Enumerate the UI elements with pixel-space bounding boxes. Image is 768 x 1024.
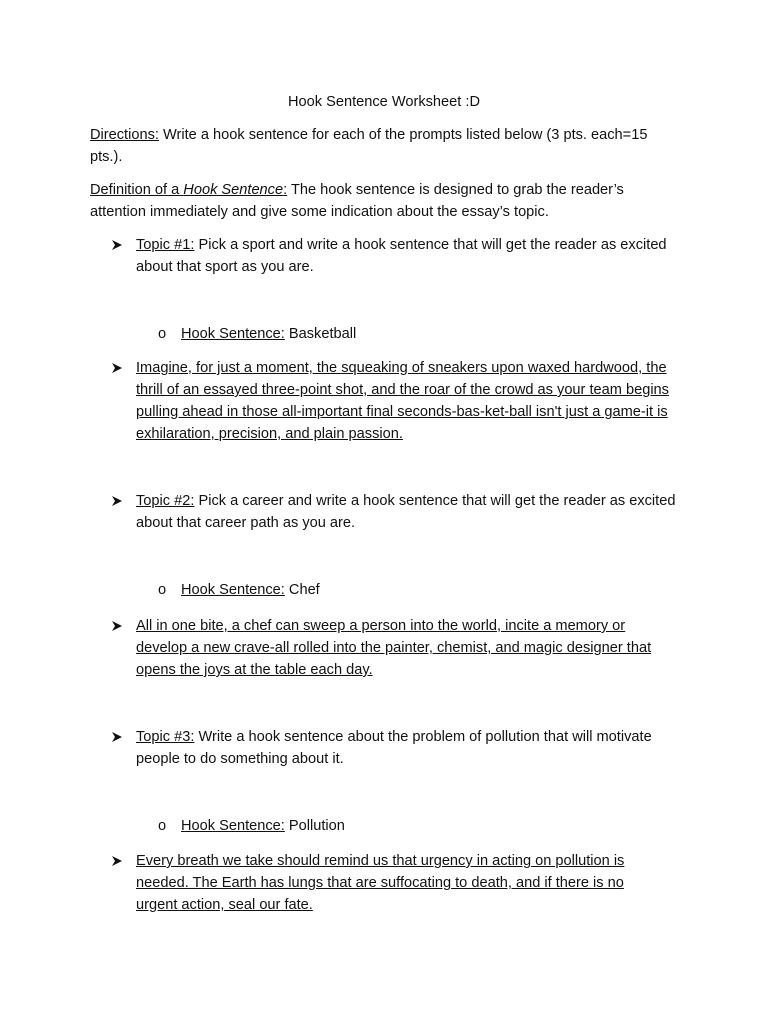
directions-label: Directions: bbox=[90, 127, 159, 143]
topic-3-answer: Every breath we take should remind us that urgency in acting on pollution is needed. The Earth has lungs that are suffocating to death, and if there is no urgent action, seal our fate. bbox=[136, 853, 625, 913]
topic-3-text: Write a hook sentence about the problem of pollution that will motivate people to do something about it. bbox=[136, 729, 652, 767]
topic-1-hook bbox=[181, 323, 356, 345]
topic-3-label: Topic #3: bbox=[136, 729, 195, 745]
topic-3-prompt bbox=[136, 726, 684, 770]
sub-bullet-marker: o bbox=[158, 582, 167, 598]
arrow-bullet-icon bbox=[112, 234, 126, 256]
topic-1-prompt bbox=[136, 234, 684, 278]
arrow-bullet-icon bbox=[112, 357, 126, 379]
topic-1-hook-label: Hook Sentence: bbox=[181, 326, 285, 342]
directions-paragraph bbox=[90, 124, 680, 168]
topic-2-prompt bbox=[136, 490, 684, 534]
topic-1-label: Topic #1: bbox=[136, 237, 195, 253]
page-title: Hook Sentence Worksheet :D bbox=[288, 94, 480, 110]
topic-1-answer: Imagine, for just a moment, the squeaking of sneakers upon waxed hardwood, the thrill of an essayed three-point shot, and the roar of the crowd as your team begins pulling ahead in those all-important final seconds-bas-ket-ball isn't just a game-it is exhilaration, precision, and plain passion. bbox=[136, 360, 669, 442]
arrow-bullet-icon bbox=[112, 850, 126, 872]
directions-text: Write a hook sentence for each of the prompts listed below (3 pts. each=15 pts.). bbox=[90, 127, 648, 165]
sub-bullet-marker: o bbox=[158, 818, 167, 834]
topic-2-hook-value: Chef bbox=[284, 582, 320, 598]
topic-2-label: Topic #2: bbox=[136, 493, 195, 509]
topic-3-hook-label: Hook Sentence: bbox=[181, 818, 285, 834]
topic-3-hook bbox=[181, 815, 345, 837]
arrow-bullet-icon bbox=[112, 490, 126, 512]
sub-bullet-marker: o bbox=[158, 326, 167, 342]
definition-text: The hook sentence is designed to grab the reader’s attention immediately and give some indication about the essay’s topic. bbox=[90, 182, 624, 220]
topic-1-text: Pick a sport and write a hook sentence that will get the reader as excited about that sport as you are. bbox=[136, 237, 667, 275]
definition-prefix: Definition of a bbox=[90, 182, 184, 198]
arrow-bullet-icon bbox=[112, 615, 126, 637]
topic-3-hook-value: Pollution bbox=[284, 818, 345, 834]
arrow-bullet-icon bbox=[112, 726, 126, 748]
definition-paragraph bbox=[90, 179, 680, 223]
topic-2-hook bbox=[181, 579, 320, 601]
definition-colon: : bbox=[283, 182, 288, 198]
topic-2-hook-label: Hook Sentence: bbox=[181, 582, 285, 598]
topic-2-text: Pick a career and write a hook sentence that will get the reader as excited about that career path as you are. bbox=[136, 493, 676, 531]
definition-term: Hook Sentence bbox=[183, 182, 284, 198]
topic-1-hook-value: Basketball bbox=[284, 326, 357, 342]
topic-2-answer: All in one bite, a chef can sweep a person into the world, incite a memory or develop a new crave-all rolled into the painter, chemist, and magic designer that opens the joys at the table each day. bbox=[136, 618, 652, 678]
